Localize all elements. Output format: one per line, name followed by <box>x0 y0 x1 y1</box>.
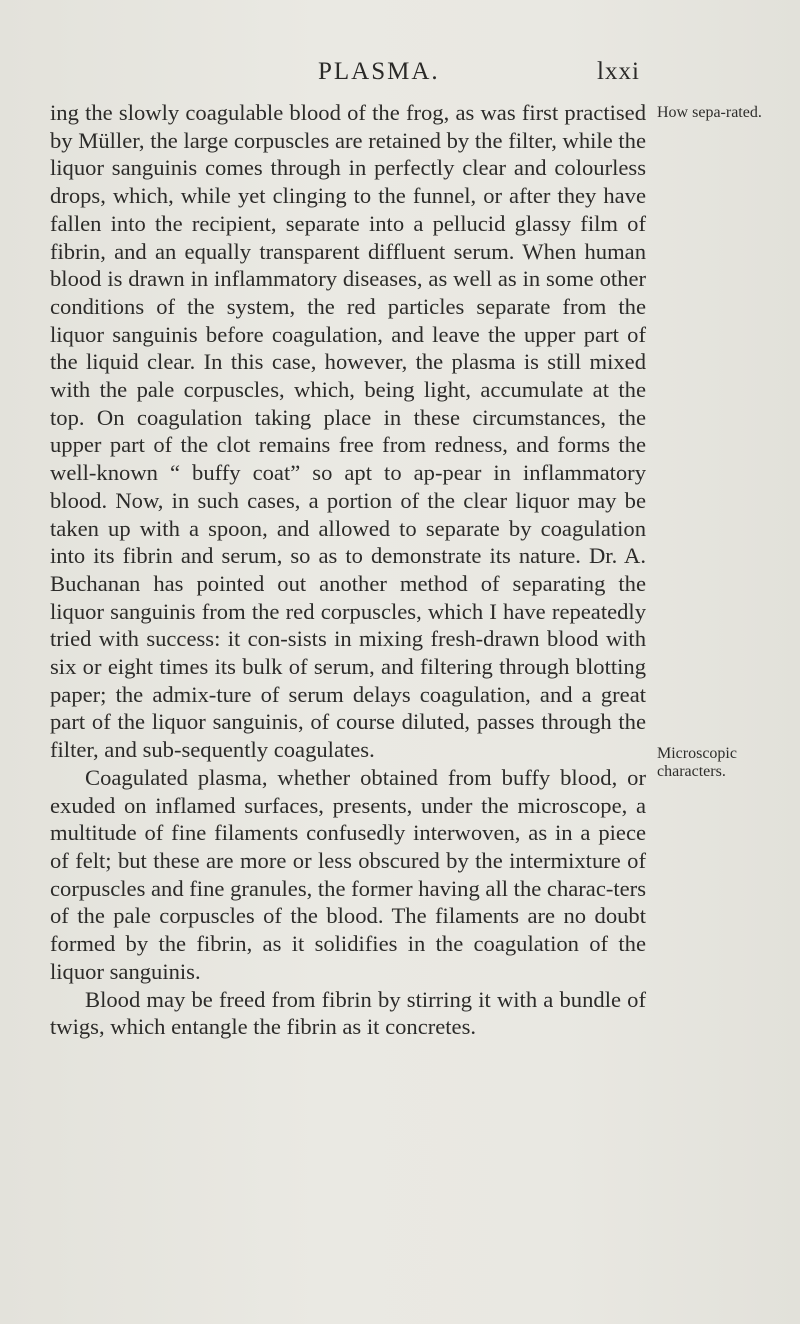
margin-note-how-separated: How sepa-rated. <box>657 104 762 121</box>
running-head <box>0 58 800 92</box>
body-text <box>50 99 646 1041</box>
paragraph-1: ing the slowly coagulable blood of the frog, as was first practised by Müller, the large corpuscles are retained by the filter, while the liquor sanguinis comes through in perfectly clear and colourless drops, which, while yet clinging to the funnel, or after they have fallen into the recipient, separate into a pellucid glassy film of fibrin, and an equally transparent diffluent serum. When human blood is drawn in inflammatory diseases, as well as in some other conditions of the system, the red particles separate from the liquor sanguinis before coagulation, and leave the upper part of the liquid clear. In this case, however, the plasma is still mixed with the pale corpuscles, which, being light, accumulate at the top. On coagulation taking place in these circumstances, the upper part of the clot remains free from redness, and forms the well-known “ buffy coat” so apt to ap-pear in inflammatory blood. Now, in such cases, a portion of the clear liquor may be taken up with a spoon, and allowed to separate by coagulation into its fibrin and serum, so as to demonstrate its nature. Dr. A. Buchanan has pointed out another method of separating the liquor sanguinis from the red corpuscles, which I have repeatedly tried with success: it con-sists in mixing fresh-drawn blood with six or eight times its bulk of serum, and filtering through blotting paper; the admix-ture of serum delays coagulation, and a great part of the liquor sanguinis, of course diluted, passes through the filter, and sub-sequently coagulates. <box>50 100 646 763</box>
page-number: lxxi <box>597 58 640 85</box>
paragraph-3: Blood may be freed from fibrin by stirring it with a bundle of twigs, which entangle the fibrin as it concretes. <box>50 986 646 1040</box>
paragraph-2: Coagulated plasma, whether obtained from buffy blood, or exuded on inflamed surfaces, presents, under the microscope, a multitude of fine filaments confusedly interwoven, as in a piece of felt; but these are more or less obscured by the intermixture of corpuscles and fine granules, the former having all the charac-ters of the pale corpuscles of the blood. The filaments are no doubt formed by the fibrin, as it solidifies in the coagulation of the liquor sanguinis. <box>50 764 646 984</box>
margin-note-microscopic-characters: Microscopic characters. <box>657 745 737 780</box>
running-title: PLASMA. <box>318 58 440 85</box>
